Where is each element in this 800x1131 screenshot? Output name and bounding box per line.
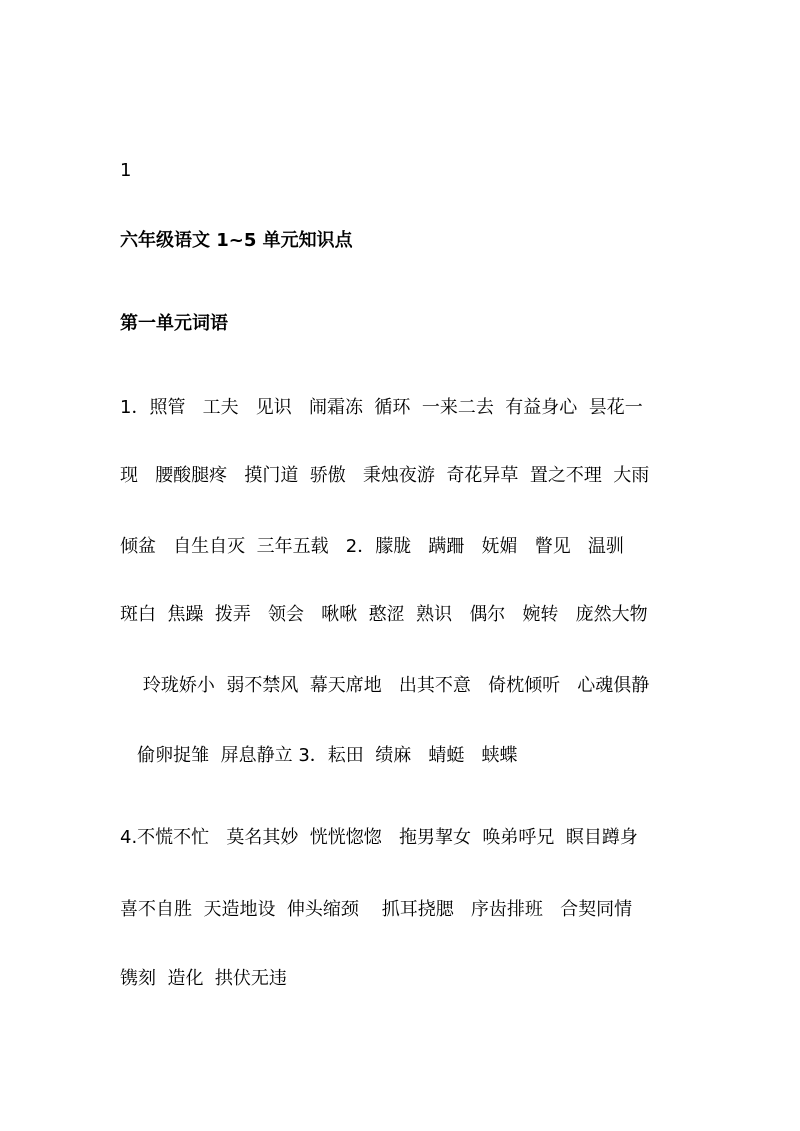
vocabulary-line: 1．照管 工夫 见识 闹霜冻 循环 一来二去 有益身心 昙花一 [120, 397, 643, 418]
page-number: 1 [120, 160, 132, 181]
vocabulary-line: 倾盆 自生自灭 三年五载 2．朦胧 蹒跚 妩媚 瞥见 温驯 [120, 536, 624, 557]
section-heading: 第一单元词语 [120, 313, 228, 334]
vocabulary-line: 镌刻 造化 拱伏无违 [120, 968, 287, 989]
vocabulary-line: 玲珑娇小 弱不禁风 幕天席地 出其不意 倚枕倾听 心魂俱静 [120, 675, 650, 696]
vocabulary-line: 斑白 焦躁 拨弄 领会 啾啾 憨涩 熟识 偶尔 婉转 庞然大物 [120, 604, 648, 625]
vocabulary-line: 4.不慌不忙 莫名其妙 恍恍惚惚 拖男挈女 唤弟呼兄 瞑目蹲身 [120, 827, 638, 848]
vocabulary-line: 现 腰酸腿疼 摸门道 骄傲 秉烛夜游 奇花异草 置之不理 大雨 [120, 465, 650, 486]
document-title: 六年级语文 1~5 单元知识点 [120, 230, 353, 251]
vocabulary-line: 喜不自胜 天造地设 伸头缩颈 抓耳挠腮 序齿排班 合契同情 [120, 899, 633, 920]
vocabulary-line: 偷卵捉雏 屏息静立 3．耘田 绩麻 蜻蜓 蛱蝶 [120, 745, 518, 766]
